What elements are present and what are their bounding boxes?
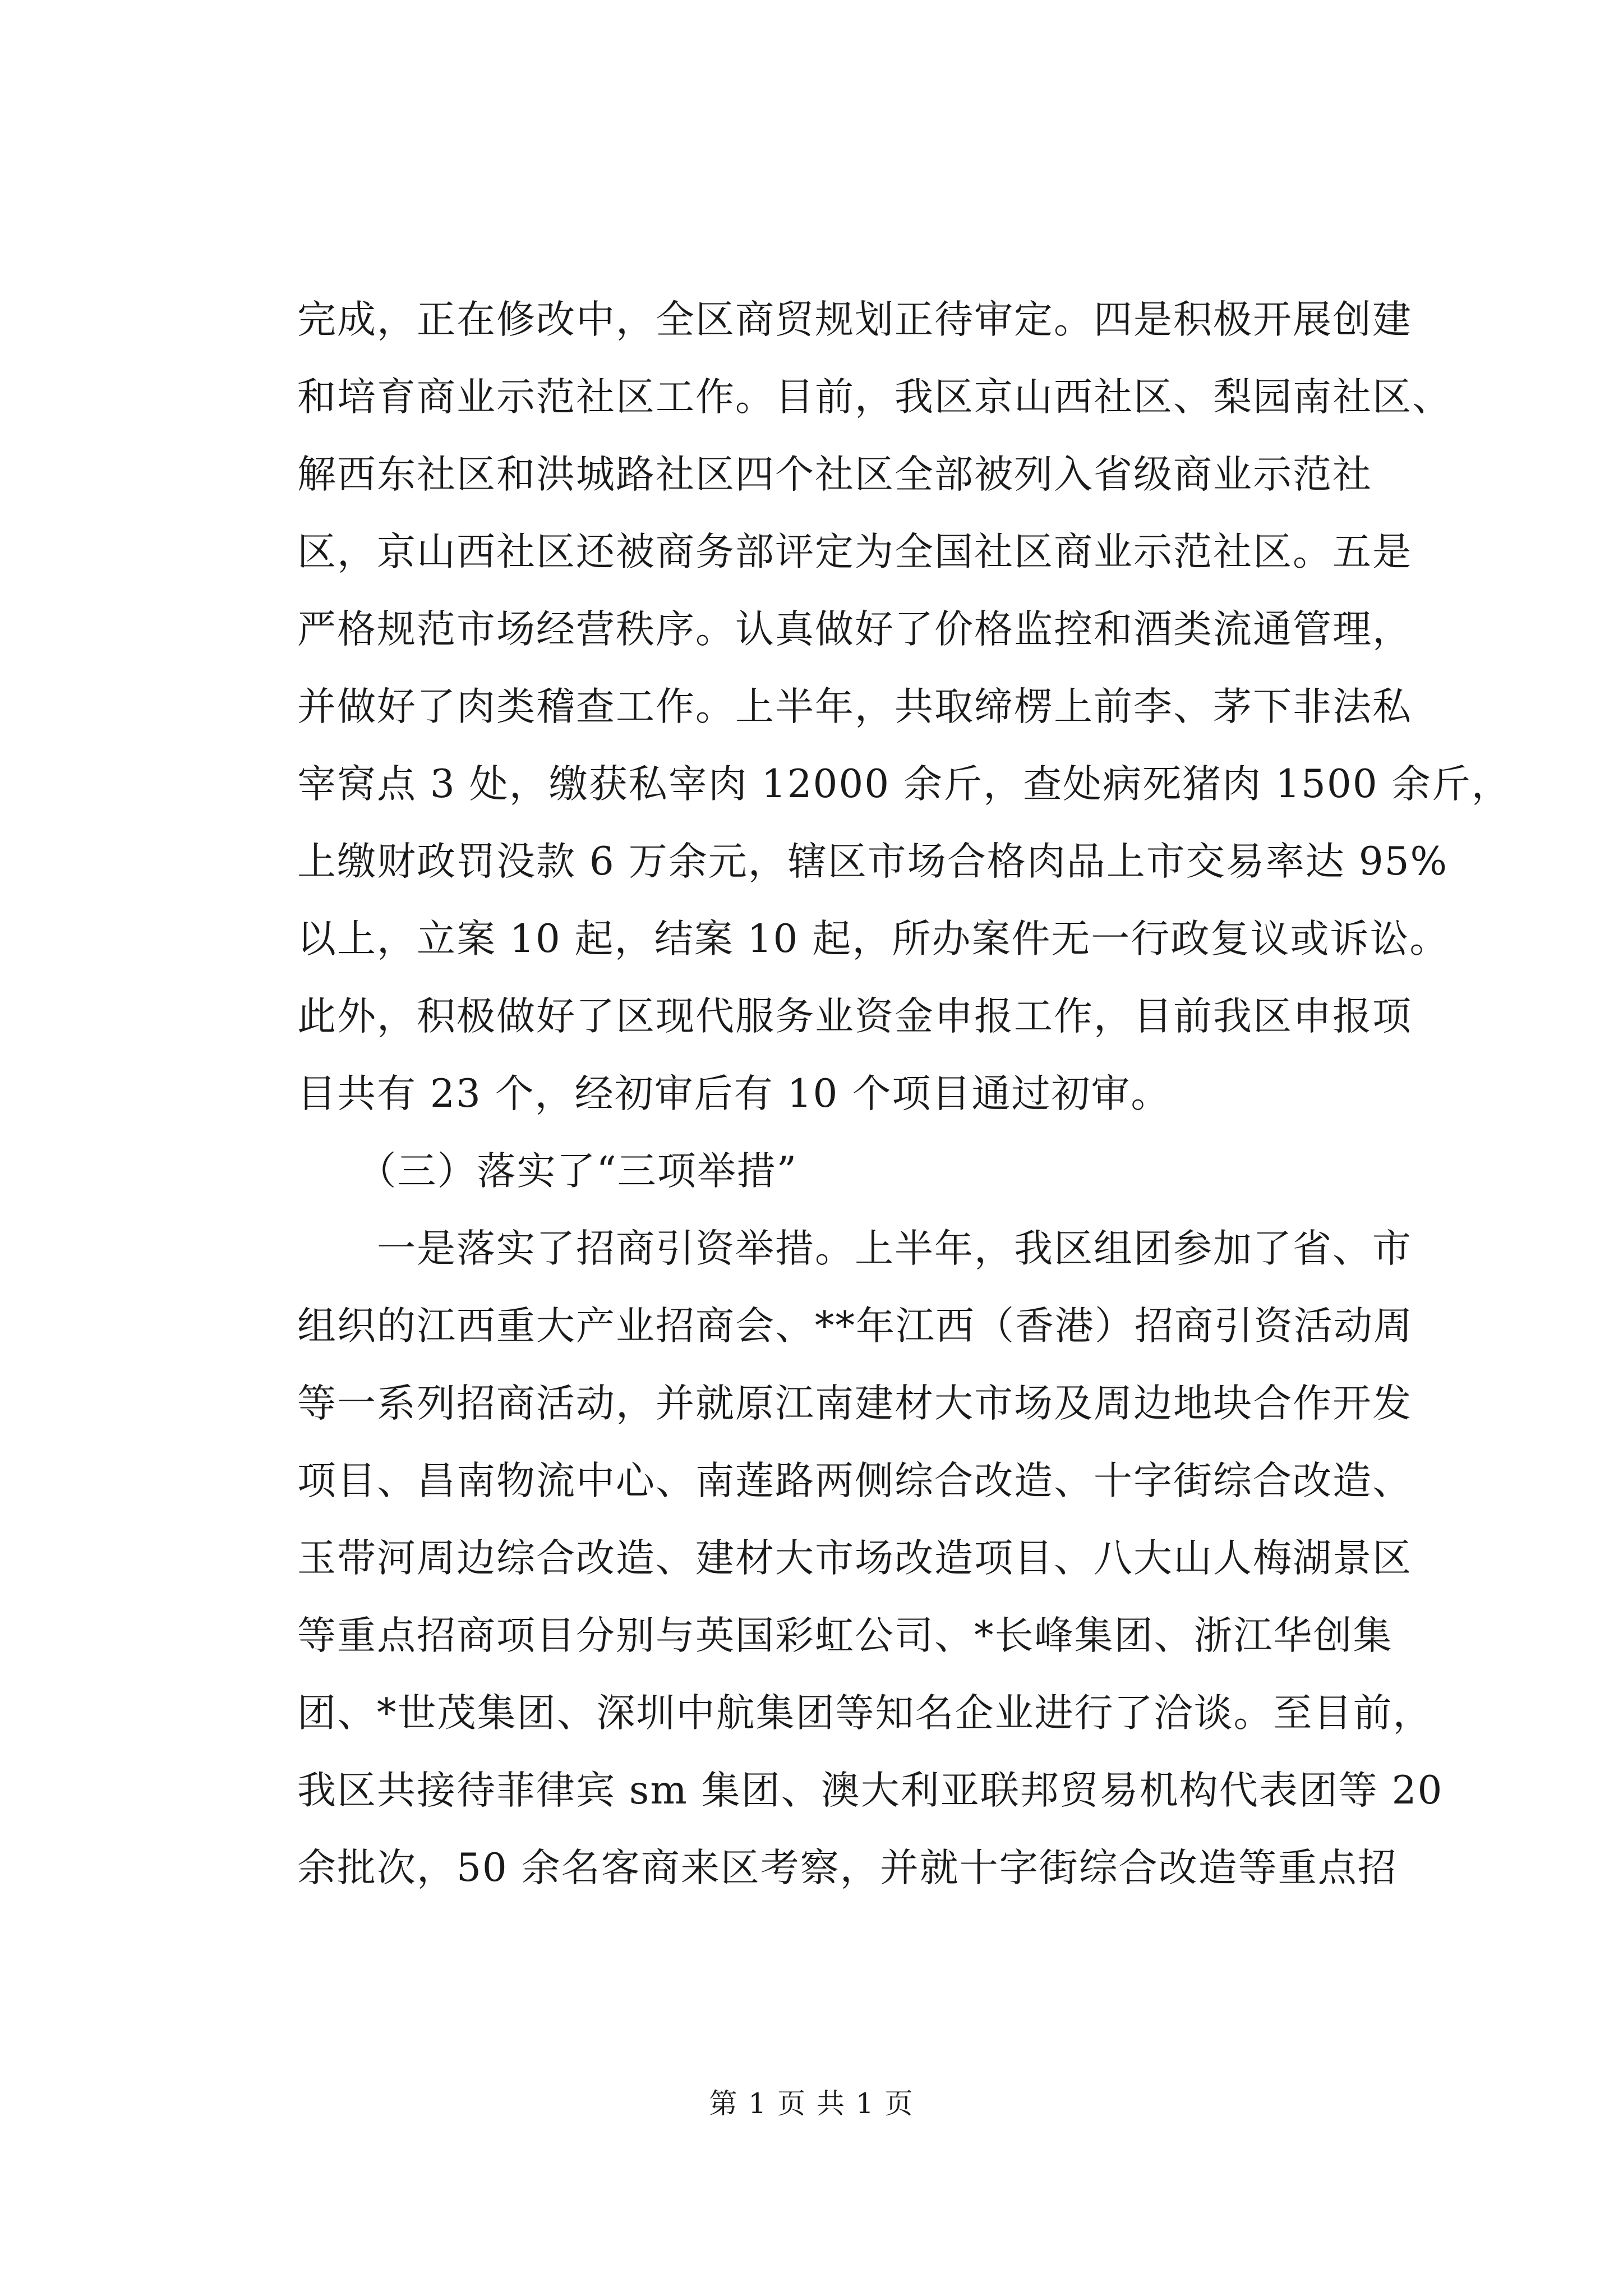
body-line: 团、*世茂集团、深圳中航集团等知名企业进行了洽谈。至目前，	[297, 1691, 1433, 1736]
body-line: 完成，正在修改中，全区商贸规划正待审定。四是积极开展创建	[297, 297, 1412, 342]
body-line: 项目、昌南物流中心、南莲路两侧综合改造、十字街综合改造、	[297, 1458, 1412, 1503]
body-line: 解西东社区和洪城路社区四个社区全部被列入省级商业示范社	[297, 452, 1372, 497]
body-line: 上缴财政罚没款 6 万余元，辖区市场合格肉品上市交易率达 95%	[297, 839, 1449, 884]
body-line: 等一系列招商活动，并就原江南建材大市场及周边地块合作开发	[297, 1381, 1412, 1426]
body-line: 组织的江西重大产业招商会、**年江西（香港）招商引资活动周	[297, 1304, 1413, 1349]
body-line: 此外，积极做好了区现代服务业资金申报工作，目前我区申报项	[297, 994, 1412, 1039]
body-line: 并做好了肉类稽查工作。上半年，共取缔楞上前李、茅下非法私	[297, 684, 1412, 729]
section-heading: （三）落实了“三项举措”	[297, 1149, 798, 1194]
body-line: 目共有 23 个，经初审后有 10 个项目通过初审。	[297, 1071, 1171, 1116]
body-line: 玉带河周边综合改造、建材大市场改造项目、八大山人梅湖景区	[297, 1536, 1412, 1581]
body-line: 区，京山西社区还被商务部评定为全国社区商业示范社区。五是	[297, 530, 1412, 574]
body-line: 我区共接待菲律宾 sm 集团、澳大利亚联邦贸易机构代表团等 20	[297, 1768, 1444, 1813]
page-footer: 第 1 页 共 1 页	[709, 2087, 914, 2120]
body-line: 宰窝点 3 处，缴获私宰肉 12000 余斤，查处病死猪肉 1500 余斤，	[297, 762, 1511, 807]
body-line: 严格规范市场经营秩序。认真做好了价格监控和酒类流通管理，	[297, 607, 1412, 652]
body-line: 和培育商业示范社区工作。目前，我区京山西社区、梨园南社区、	[297, 375, 1452, 420]
paragraph-start-line: 一是落实了招商引资举措。上半年，我区组团参加了省、市	[297, 1226, 1412, 1271]
body-line: 以上，立案 10 起，结案 10 起，所办案件无一行政复议或诉讼。	[297, 917, 1450, 961]
body-line: 等重点招商项目分别与英国彩虹公司、*长峰集团、浙江华创集	[297, 1613, 1393, 1658]
body-line: 余批次，50 余名客商来区考察，并就十字街综合改造等重点招	[297, 1846, 1398, 1890]
